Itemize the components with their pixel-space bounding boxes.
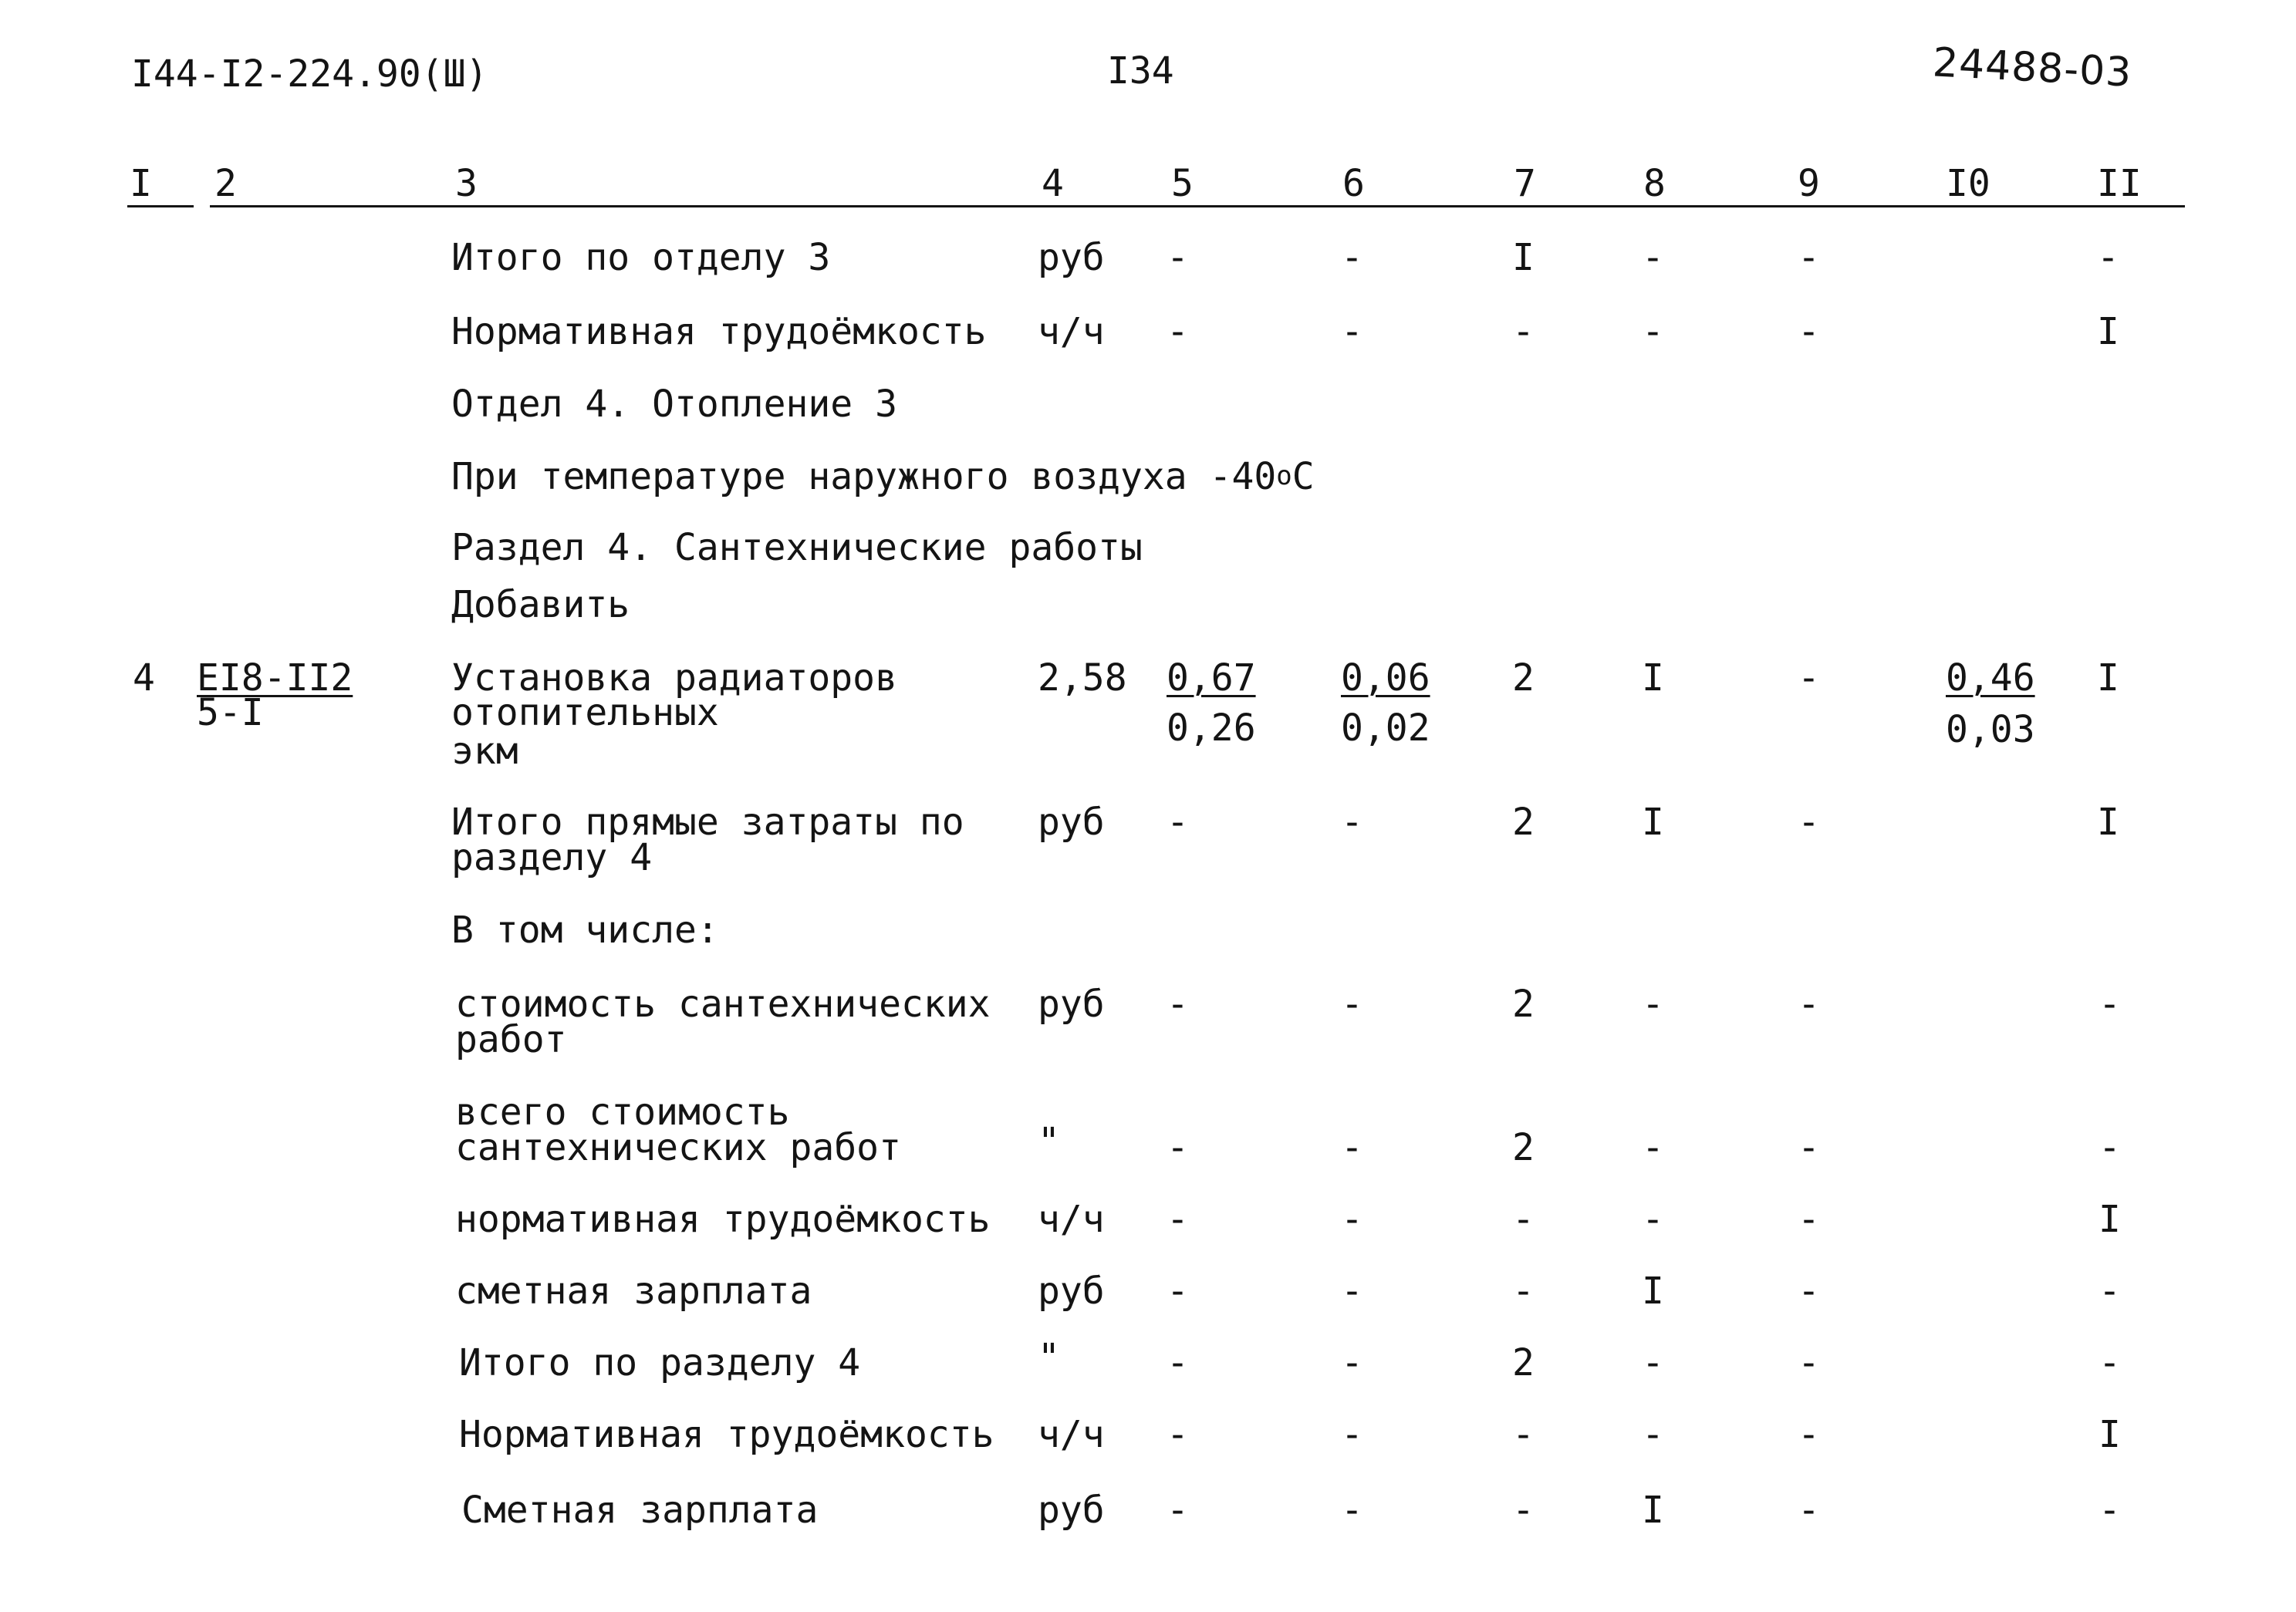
- header-rule: [210, 205, 2185, 207]
- cell-col9: -: [1798, 1198, 1820, 1241]
- row-unit: руб: [1038, 236, 1105, 279]
- cell-col6: -: [1341, 1126, 1363, 1169]
- cell-col8: I: [1642, 1270, 1664, 1313]
- cell-col7: I: [1512, 236, 1535, 279]
- row-unit: руб: [1038, 801, 1105, 844]
- cell-col9: -: [1798, 1489, 1820, 1532]
- cell-col6: -: [1341, 1341, 1363, 1384]
- item-name: Установка радиаторов: [451, 656, 897, 700]
- column-number-10: I0: [1946, 162, 1990, 205]
- cell-col9: -: [1798, 983, 1820, 1026]
- cell-col11: -: [2097, 236, 2119, 279]
- cell-col11: -: [2098, 1489, 2121, 1532]
- cell-col6-bottom: 0,02: [1341, 707, 1430, 750]
- cell-col9: -: [1798, 310, 1820, 353]
- cell-col7: -: [1512, 310, 1535, 353]
- cell-col6: -: [1341, 1270, 1363, 1313]
- cell-col5-top: 0,67: [1167, 656, 1256, 700]
- column-number-11: II: [2097, 162, 2142, 205]
- cell-col5: -: [1167, 1341, 1189, 1384]
- column-number-4: 4: [1042, 162, 1064, 205]
- document-code: I44-I2-224.90(Ш): [131, 52, 488, 96]
- row-unit: ": [1038, 1336, 1060, 1379]
- row-unit: ч/ч: [1038, 1413, 1105, 1456]
- cell-col11: -: [2098, 1270, 2121, 1313]
- cell-col5: -: [1167, 1413, 1189, 1456]
- cell-col11: I: [2098, 1198, 2121, 1241]
- section-heading: Раздел 4. Сантехнические работы: [451, 526, 1143, 569]
- cell-col7: 2: [1512, 1341, 1535, 1384]
- cell-col8: -: [1642, 1126, 1664, 1169]
- row-unit: руб: [1038, 1489, 1105, 1532]
- cell-col6: -: [1341, 983, 1363, 1026]
- row-name: Сметная зарплата: [461, 1489, 819, 1532]
- row-name: Нормативная трудоёмкость: [459, 1413, 994, 1456]
- cell-col10-top: 0,46: [1946, 656, 2035, 700]
- cell-col5: -: [1167, 1489, 1189, 1532]
- cell-col5: -: [1167, 236, 1189, 279]
- cell-col8: -: [1642, 310, 1664, 353]
- cell-col6: -: [1341, 801, 1363, 844]
- cell-col5: -: [1167, 1198, 1189, 1241]
- cell-col8: I: [1642, 801, 1664, 844]
- row-unit: руб: [1038, 1270, 1105, 1313]
- cell-col6: -: [1341, 1413, 1363, 1456]
- item-unit: экм: [451, 730, 518, 773]
- cell-col5: -: [1167, 1126, 1189, 1169]
- cell-col8: -: [1642, 236, 1664, 279]
- row-unit: ч/ч: [1038, 1198, 1105, 1241]
- cell-col7: -: [1512, 1413, 1535, 1456]
- cell-col5: -: [1167, 983, 1189, 1026]
- column-number-3: 3: [455, 162, 478, 205]
- row-name: Нормативная трудоёмкость: [451, 310, 987, 353]
- cell-col5-bottom: 0,26: [1167, 707, 1256, 750]
- column-number-9: 9: [1798, 162, 1820, 205]
- item-number: 4: [133, 656, 155, 700]
- item-code: EI8-II2: [197, 656, 353, 700]
- column-number-8: 8: [1643, 162, 1666, 205]
- cell-col11: -: [2098, 983, 2121, 1026]
- header-rule-short: [127, 205, 194, 207]
- cell-col6: -: [1341, 1489, 1363, 1532]
- column-number-5: 5: [1171, 162, 1194, 205]
- cell-col8: -: [1642, 1198, 1664, 1241]
- item-quantity: 2,58: [1038, 656, 1127, 700]
- cell-col9: -: [1798, 801, 1820, 844]
- column-number-1: I: [130, 162, 152, 205]
- row-name: Итого по отделу 3: [451, 236, 831, 279]
- cell-col11: -: [2098, 1126, 2121, 1169]
- row-name: стоимость сантехнических: [455, 983, 991, 1026]
- cell-col9: -: [1798, 656, 1820, 700]
- cell-col11: I: [2098, 1413, 2121, 1456]
- cell-col8: -: [1642, 983, 1664, 1026]
- column-number-6: 6: [1342, 162, 1365, 205]
- section-heading: Отдел 4. Отопление 3: [451, 383, 897, 426]
- cell-col6: -: [1341, 310, 1363, 353]
- row-name: всего стоимость: [455, 1091, 790, 1134]
- cell-col7: -: [1512, 1270, 1535, 1313]
- row-name: сметная зарплата: [455, 1270, 812, 1313]
- cell-col11: I: [2097, 310, 2119, 353]
- item-code-sub: 5-I: [197, 691, 264, 734]
- row-name: Итого по разделу 4: [459, 1341, 861, 1384]
- cell-col8: -: [1642, 1341, 1664, 1384]
- cell-col7: -: [1512, 1489, 1535, 1532]
- cell-col6-top: 0,06: [1341, 656, 1430, 700]
- cell-col7: 2: [1512, 801, 1535, 844]
- cell-col7: 2: [1512, 1126, 1535, 1169]
- row-name: разделу 4: [451, 836, 653, 879]
- condition-text: При температуре наружного воздуха -40: [451, 455, 1277, 498]
- row-name: нормативная трудоёмкость: [455, 1198, 991, 1241]
- section-condition: [451, 455, 1315, 498]
- cell-col9: -: [1798, 1413, 1820, 1456]
- cell-col8: I: [1642, 1489, 1664, 1532]
- cell-col6: -: [1341, 1198, 1363, 1241]
- row-name: работ: [455, 1018, 567, 1061]
- cell-col6: -: [1341, 236, 1363, 279]
- cell-col8: -: [1642, 1413, 1664, 1456]
- row-name: сантехнических работ: [455, 1126, 901, 1169]
- cell-col10-bottom: 0,03: [1946, 708, 2035, 751]
- cell-col5: -: [1167, 801, 1189, 844]
- row-unit: ч/ч: [1038, 310, 1105, 353]
- cell-col9: -: [1798, 1341, 1820, 1384]
- row-unit: руб: [1038, 983, 1105, 1026]
- cell-col11: I: [2097, 656, 2119, 700]
- subsection-label: В том числе:: [451, 909, 719, 952]
- cell-col7: 2: [1512, 983, 1535, 1026]
- cell-col8: I: [1642, 656, 1664, 700]
- row-name: Итого прямые затраты по: [451, 801, 964, 844]
- degree-mark: o: [1276, 460, 1292, 491]
- cell-col11: I: [2097, 801, 2119, 844]
- section-note: Добавить: [451, 583, 630, 626]
- cell-col7: 2: [1512, 656, 1535, 700]
- cell-col5: -: [1167, 1270, 1189, 1313]
- page-number: I34: [1107, 49, 1174, 93]
- item-name: отопительных: [451, 691, 719, 734]
- cell-col9: -: [1798, 1270, 1820, 1313]
- cell-col5: -: [1167, 310, 1189, 353]
- column-number-2: 2: [214, 162, 237, 205]
- cell-col9: -: [1798, 1126, 1820, 1169]
- cell-col11: -: [2098, 1341, 2121, 1384]
- cell-col9: -: [1798, 236, 1820, 279]
- row-unit: ": [1038, 1120, 1060, 1163]
- cell-col7: -: [1512, 1198, 1535, 1241]
- archive-number: 24488-03: [1931, 39, 2133, 96]
- column-number-7: 7: [1514, 162, 1536, 205]
- condition-unit: C: [1292, 455, 1315, 498]
